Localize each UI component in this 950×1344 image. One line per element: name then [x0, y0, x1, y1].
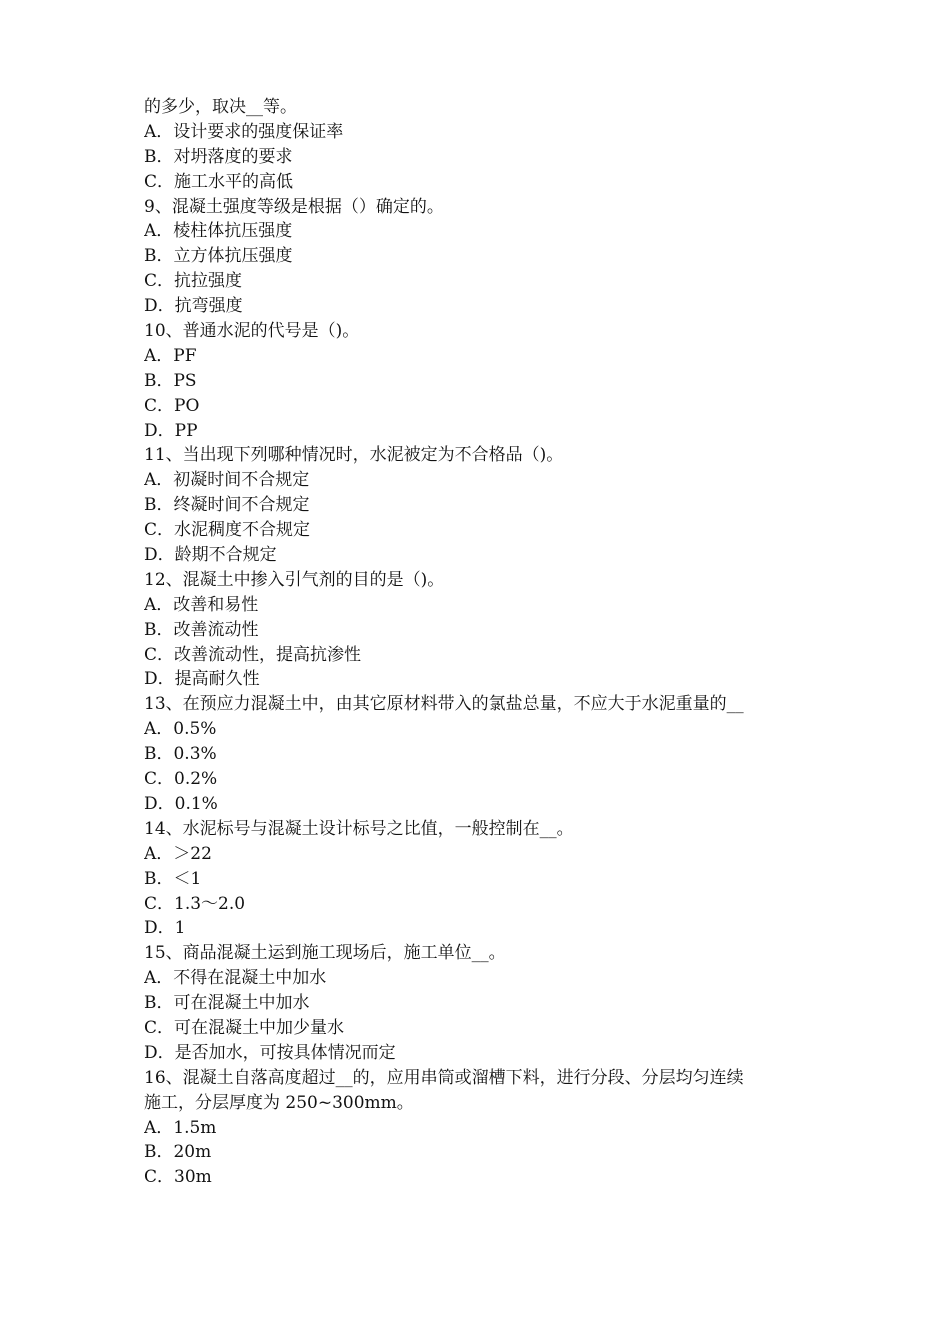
text-line: B．20m: [144, 1142, 212, 1163]
text-line: C．水泥稠度不合规定: [144, 520, 311, 541]
text-line: C．改善流动性，提高抗渗性: [144, 644, 362, 665]
text-line: C．抗拉强度: [144, 271, 243, 292]
text-line: 9、混凝土强度等级是根据（）确定的。: [144, 196, 444, 217]
text-line: B．立方体抗压强度: [144, 246, 293, 267]
text-line: C．施工水平的高低: [144, 171, 294, 192]
text-line: B．0.3%: [144, 744, 217, 765]
text-line: A．设计要求的强度保证率: [144, 121, 344, 142]
text-line: 施工，分层厚度为 250~300mm。: [144, 1092, 414, 1113]
text-line: C．可在混凝土中加少量水: [144, 1017, 345, 1038]
text-line: 11、当出现下列哪种情况时，水泥被定为不合格品（)。: [144, 445, 564, 466]
text-line: B．改善流动性: [144, 619, 259, 640]
text-line: 16、混凝土自落高度超过__的，应用串筒或溜槽下料，进行分段、分层均匀连续: [144, 1067, 744, 1088]
text-line: A．棱柱体抗压强度: [144, 221, 293, 242]
text-line: 15、商品混凝土运到施工现场后，施工单位__。: [144, 943, 506, 964]
text-line: D．0.1%: [144, 793, 218, 814]
text-line: A．0.5%: [144, 719, 217, 740]
text-line: B．＜1: [144, 868, 202, 889]
text-line: 的多少，取决__等。: [144, 97, 297, 117]
text-line: D．龄期不合规定: [144, 545, 277, 566]
text-line: C．0.2%: [144, 769, 218, 790]
text-line: B．终凝时间不合规定: [144, 495, 310, 516]
text-line: B．对坍落度的要求: [144, 146, 293, 167]
text-line: C．PO: [144, 395, 200, 416]
text-line: C．1.3～2.0: [144, 893, 246, 914]
document-body: [144, 95, 824, 1190]
text-line: B．PS: [144, 370, 197, 391]
text-line: 14、水泥标号与混凝土设计标号之比值，一般控制在__。: [144, 818, 574, 839]
text-line: D．抗弯强度: [144, 296, 243, 317]
text-line: D．是否加水，可按具体情况而定: [144, 1042, 396, 1063]
text-line: D．提高耐久性: [144, 669, 260, 690]
text-line: C．30m: [144, 1167, 212, 1188]
text-line: 13、在预应力混凝土中，由其它原材料带入的氯盐总量，不应大于水泥重量的__: [144, 694, 744, 715]
text-line: D．1: [144, 918, 186, 939]
text-line: 12、混凝土中掺入引气剂的目的是（)。: [144, 569, 445, 590]
text-line: 10、普通水泥的代号是（)。: [144, 321, 360, 342]
text-line: D．PP: [144, 420, 198, 441]
text-line: A．1.5m: [144, 1117, 217, 1138]
text-line: A．PF: [144, 345, 197, 366]
text-line: A．＞22: [144, 843, 212, 864]
text-line: A．初凝时间不合规定: [144, 470, 310, 491]
text-line: B．可在混凝土中加水: [144, 993, 310, 1014]
text-line: A．不得在混凝土中加水: [144, 968, 327, 989]
text-line: A．改善和易性: [144, 594, 259, 615]
